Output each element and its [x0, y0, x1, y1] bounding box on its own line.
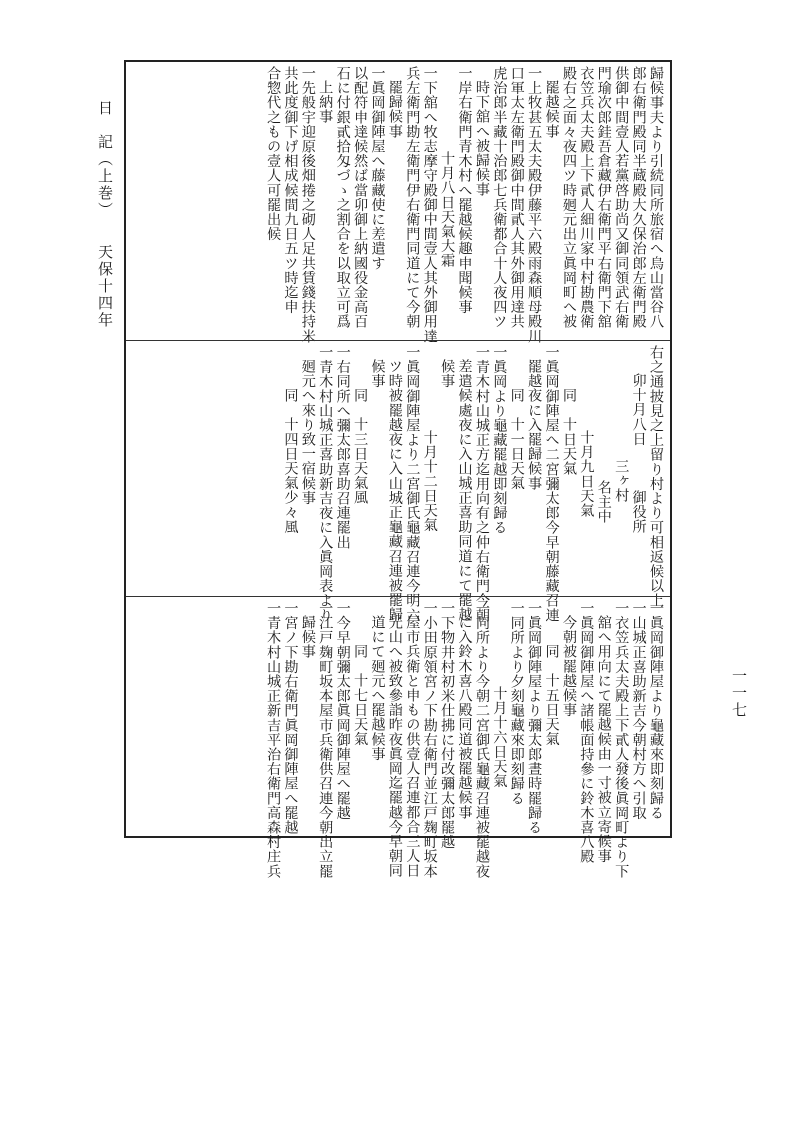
header-title: 日 記（上巻） [96, 100, 114, 219]
text-column: 一青木村山城正方迄用向有之仲右衛門今朝 [473, 345, 490, 623]
text-column: 一先般宇迎原後畑捲之砌人足共賃錢扶持米 [299, 66, 316, 344]
text-column: 衣笠兵太夫殿上下貳人細川家中村勘農衛 [578, 66, 595, 329]
text-column: 𢌞元へ來り致一宿候事 [299, 359, 316, 506]
text-column: 舘へ用向にて罷越候由一寸被立寄候事 [595, 615, 612, 864]
text-column: 一江戸麹町坂本屋市兵衛供召連今朝出立罷 [317, 601, 334, 879]
text-column: 名主中 [595, 479, 612, 524]
text-column: 殿右之面々夜四ツ時𢌞元出立眞岡町へ被 [560, 66, 577, 329]
page-number: 一一七 [730, 668, 748, 719]
text-column: に入鈴木喜八殿同道被罷越候事 [456, 615, 473, 820]
text-column: 光山へ被致參詣昨夜眞岡迄罷越今早朝同 [386, 615, 403, 878]
tier-middle [126, 340, 670, 623]
text-column: 一眞岡御陣屋へ諸帳面持參に鈴木喜八殿 [578, 601, 595, 864]
text-column: 卯十月八日 御役所 [630, 373, 647, 534]
text-column: 一青木村山城正喜助新吉夜に入眞岡表より [317, 345, 334, 623]
text-column: 一下舘へ牧志摩守殿御中間壹人其外御用達 [421, 66, 438, 344]
text-column: 兵左衛門勘左衛門伊右衛門同道にて今朝 [404, 66, 421, 329]
text-column: 一同所より今朝二宮御氏龜藏召連被罷越夜 [473, 601, 490, 879]
text-column: 石に付銀貳拾匁づゝ之割合を以取立可爲 [334, 66, 351, 329]
tier-upper [126, 62, 670, 344]
text-frame [124, 60, 672, 879]
text-column: 道にて𢌞元へ罷越候事 [369, 615, 386, 762]
text-column: 同 十七日天氣 [352, 643, 369, 746]
header-era: 天保十四年 [96, 243, 114, 329]
running-header [88, 100, 116, 400]
text-column: 一眞岡御陣屋より彌太郎晝時罷歸る [526, 601, 543, 835]
text-column: 一上牧甚五太夫殿伊藤平六殿雨森順母殿川 [526, 66, 543, 344]
text-column: 共此度御下げ相成候間九日五ツ時迄申 [282, 66, 299, 315]
text-column: 罷越候事 [543, 80, 560, 139]
text-column: 一小田原領宮ノ下勘右衛門並江戸麹町坂本 [421, 601, 438, 879]
text-column: 同 十一日天氣 [508, 387, 525, 490]
text-column: 三ヶ村 [613, 458, 630, 503]
text-column: 十月九日天氣 [578, 430, 595, 518]
text-column: 口軍太左衛門殿御中間貳人其外御用達共 [508, 66, 525, 329]
text-column: 門瑜次郎銈吾倉藏伊右衛門平右衛門下舘 [595, 66, 612, 329]
text-column: 候事 [369, 359, 386, 389]
text-column: 十月十二日天氣 [421, 430, 438, 533]
text-column: 一下物井村初米仕拂に付改彌太郎罷越 [439, 601, 456, 850]
tier-lower-columns [132, 601, 664, 879]
text-column: 時下舘へ被歸候事 [473, 80, 490, 197]
tier-upper-columns [132, 66, 664, 344]
text-column: 上納事 [317, 80, 334, 124]
text-column: 一右同所へ彌太郎喜助召連罷出 [334, 345, 351, 550]
text-column: 同 十四日天氣少々風 [282, 387, 299, 534]
text-column: 一今早朝彌太郎眞岡御陣屋へ罷越 [334, 601, 351, 820]
text-column: 一同所より夕刻龜藏來即刻歸る [508, 601, 525, 806]
text-column: 今朝被罷越候事 [560, 615, 577, 718]
text-column: 歸候事 [299, 615, 316, 659]
text-column: 一眞岡御陣屋へ藤藏使に差遣す [369, 66, 386, 271]
text-column: 一衣笠兵太夫殿上下貳人發後眞岡町より下 [613, 601, 630, 879]
text-column: 差遣候處夜に入山城正喜助同道にて罷越 [456, 359, 473, 622]
text-column: 一青木村山城正新吉平治右衛門高森村庄兵 [265, 601, 282, 879]
text-column: 一宮ノ下勘右衛門眞岡御陣屋へ罷越 [282, 601, 299, 835]
text-column: 一山城正喜助新吉今朝村方へ引取 [630, 601, 647, 820]
text-column: 一眞岡御陣屋より二宮御氏龜藏召連今明六 [404, 345, 421, 623]
text-column: 合惣代之もの壹人可罷出候 [265, 66, 282, 242]
text-column: ツ時被罷越夜に入山城正龜藏召連被罷歸 [386, 359, 403, 622]
text-column: 右之通披見之上留り村より可相返候以上 [648, 345, 664, 608]
text-column: 一眞岡御陣屋より龜藏來即刻歸る [648, 601, 664, 820]
text-column: 屋市兵衛と申もの供壹人召連都合三人日 [404, 615, 421, 878]
tier-lower [126, 596, 670, 879]
text-column: 一眞岡御陣屋へ二宮彌太郎今早朝藤藏召連 [543, 345, 560, 623]
text-column: 罷越夜に入罷歸候事 [526, 359, 543, 491]
text-column: 同 十三日天氣風 [352, 387, 369, 505]
text-column: 罷歸候事 [386, 80, 403, 139]
text-column: 十月八日天氣大霜 [439, 151, 456, 268]
text-column: 十月十六日天氣 [491, 686, 508, 789]
tier-middle-columns [132, 345, 664, 623]
text-column: 同 十五日天氣 [543, 643, 560, 746]
text-column: 供御中間壹人若黨啓助尚又御同領武右衛 [613, 66, 630, 329]
text-column: 歸候事夫より引続同所旅宿へ烏山當谷八 [648, 66, 664, 329]
text-column: 同 十日天氣 [560, 387, 577, 476]
text-column: 一眞岡より龜藏罷越即刻歸る [491, 345, 508, 535]
text-column: 郎右衛門殿同半蔵殿大久保治郎左衛門殿 [630, 66, 647, 329]
text-column: 一岸右衛門青木村へ罷越候趣申聞候事 [456, 66, 473, 315]
text-column: 虎治郎半藏十治郎七兵衛都合十人夜四ツ [491, 66, 508, 329]
text-column: 以配符申達候然ば當卯御上納國役金高百 [352, 66, 369, 329]
text-column: 候事 [439, 359, 456, 389]
